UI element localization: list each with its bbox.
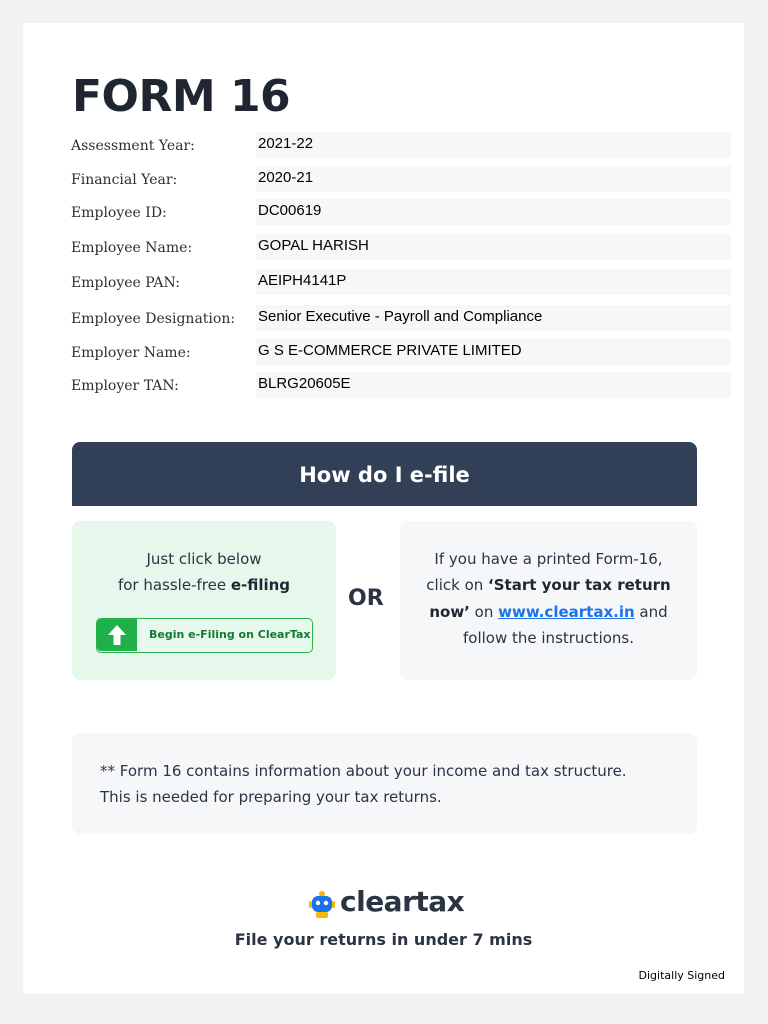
field-value: BLRG20605E [256, 372, 731, 398]
page-title: FORM 16 [72, 71, 291, 122]
cleartax-logo [308, 887, 468, 923]
brand-name: cleartax [340, 885, 465, 918]
digital-signature-note: Digitally Signed [638, 969, 725, 982]
field-employee-designation [71, 305, 731, 333]
field-value: 2021-22 [256, 132, 731, 158]
field-value: DC00619 [256, 199, 731, 225]
field-value: G S E-COMMERCE PRIVATE LIMITED [256, 339, 731, 365]
field-label: Employer TAN: [71, 378, 179, 394]
field-employee-name [71, 234, 731, 262]
efile-option-text-2: for hassle-free e-filing [117, 576, 291, 594]
cleartax-mascot-icon [308, 890, 336, 920]
field-financial-year [71, 166, 731, 194]
begin-efiling-label: Begin e-Filing on ClearTax [149, 628, 311, 641]
field-label: Assessment Year: [71, 138, 195, 154]
field-value: AEIPH4141P [256, 269, 731, 295]
field-value: Senior Executive - Payroll and Compliance [256, 305, 731, 331]
field-value: 2020-21 [256, 166, 731, 192]
printed-form-text-4: follow the instructions. [463, 629, 634, 647]
field-label: Financial Year: [71, 172, 178, 188]
info-note-line-2: This is needed for preparing your tax returns. [100, 788, 442, 806]
efile-option-card [72, 521, 336, 680]
field-label: Employee ID: [71, 205, 167, 221]
tagline: File your returns in under 7 mins [234, 930, 533, 949]
efile-option-text: Just click below [146, 550, 262, 568]
up-arrow-icon [97, 619, 137, 651]
field-employee-id [71, 199, 731, 227]
efile-heading-banner: How do I e-file [72, 442, 697, 506]
begin-efiling-button[interactable] [96, 618, 313, 653]
field-label: Employee Designation: [71, 311, 236, 327]
printed-form-text-3: now’ on www.cleartax.in and [429, 603, 668, 621]
printed-form-text-2: click on ‘Start your tax return [426, 576, 671, 594]
form16-page [23, 23, 744, 994]
info-note [72, 733, 697, 834]
printed-form-option-card [400, 521, 697, 680]
field-label: Employee Name: [71, 240, 193, 256]
field-employer-name [71, 339, 731, 367]
field-label: Employer Name: [71, 345, 191, 361]
cleartax-link[interactable]: www.cleartax.in [498, 603, 635, 621]
printed-form-text: If you have a printed Form-16, [434, 550, 663, 568]
field-label: Employee PAN: [71, 275, 181, 291]
field-assessment-year [71, 132, 731, 160]
or-divider: OR [348, 586, 384, 611]
field-employee-pan [71, 269, 731, 297]
efile-emphasis: e-filing [230, 576, 291, 594]
field-employer-tan [71, 372, 731, 400]
field-value: GOPAL HARISH [256, 234, 731, 260]
info-note-line-1: ** Form 16 contains information about your income and tax structure. [100, 762, 627, 780]
